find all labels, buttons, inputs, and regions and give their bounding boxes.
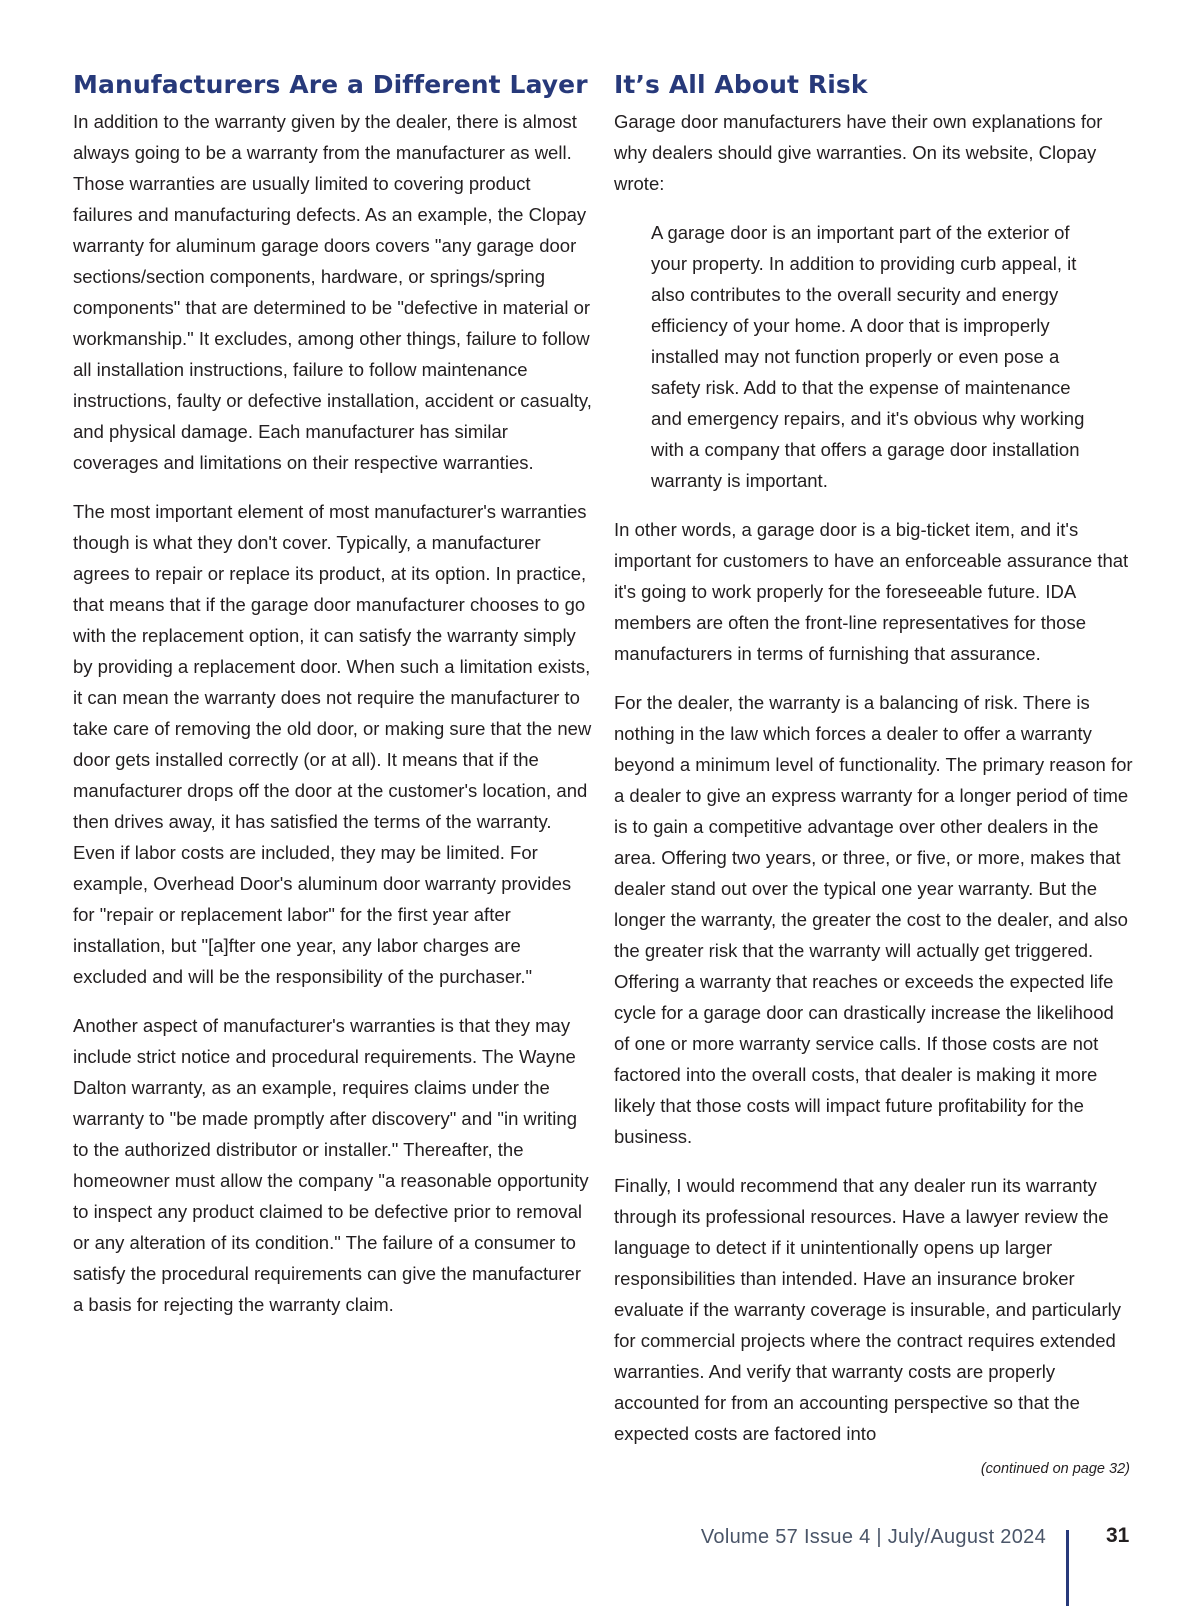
section-heading-risk: It’s All About Risk bbox=[614, 70, 868, 99]
left-column bbox=[73, 68, 593, 1338]
body-paragraph: Finally, I would recommend that any dealer run its warranty through its professional resources. Have a lawyer review the language to detect if it unintentionally opens up larger responsibilities than intended. Have an insurance broker evaluate if the warranty coverage is insurable, and particularly for commercial projects where the contract requires extended warranties. And verify that warranty costs are properly accounted for from an accounting perspective so that the expected costs are factored into bbox=[614, 1175, 1121, 1444]
issue-volume: Volume 57 Issue 4 bbox=[700, 1526, 871, 1548]
body-paragraph: The most important element of most manufacturer's warranties though is what they don't cover. Typically, a manufacturer agrees to repair or replace its product, at its option. In practice, that means that if the garage door manufacturer chooses to go with the replacement option, it can satisfy the warranty simply by providing a replacement door. When such a limitation exists, it can mean the warranty does not require the manufacturer to take care of removing the old door, or making sure that the new door gets installed correctly (or at all). It means that if the manufacturer drops off the door at the customer's location, and then drives away, it has satisfied the terms of the warranty. Even if labor costs are included, they may be limited. For example, Overhead Door's aluminum door warranty provides for "repair or replacement labor" for the first year after installation, but "[a]fter one year, any labor charges are excluded and will be the responsibility of the purchaser." bbox=[73, 501, 592, 987]
body-paragraph: In other words, a garage door is a big-ticket item, and it's important for customers to have an enforceable assurance that it's going to work properly for the foreseeable future. IDA members are often the front-line representatives for those manufacturers in terms of furnishing that assurance. bbox=[614, 519, 1129, 664]
continued-note: (continued on page 32) bbox=[980, 1461, 1130, 1477]
issue-date: July/August 2024 bbox=[887, 1526, 1046, 1548]
section-heading-manufacturers: Manufacturers Are a Different Layer bbox=[73, 70, 588, 99]
footer-separator: | bbox=[876, 1526, 882, 1548]
body-paragraph: For the dealer, the warranty is a balancing of risk. There is nothing in the law which forces a dealer to offer a warranty beyond a minimum level of functionality. The primary reason for a dealer to give an express warranty for a longer period of time is to gain a competitive advantage over other dealers in the area. Offering two years, or three, or five, or more, makes that dealer stand out over the typical one year warranty. But the longer the warranty, the greater the cost to the dealer, and also the greater risk that the warranty will actually get triggered. Offering a warranty that reaches or exceeds the expected life cycle for a garage door can drastically increase the likelihood of one or more warranty service calls. If those costs are not factored into the overall costs, that dealer is making it more likely that those costs will impact future profitability for the business. bbox=[614, 692, 1133, 1147]
body-paragraph: Another aspect of manufacturer's warranties is that they may include strict notice and procedural requirements. The Wayne Dalton warranty, as an example, requires claims under the warranty to "be made promptly after discovery" and "in writing to the authorized distributor or installer." Thereafter, the homeowner must allow the company "a reasonable opportunity to inspect any product claimed to be defective prior to removal or any alteration of its condition." The failure of a consumer to satisfy the procedural requirements can give the manufacturer a basis for rejecting the warranty claim. bbox=[73, 1015, 589, 1315]
footer-issue-info bbox=[701, 1526, 1046, 1549]
body-paragraph: In addition to the warranty given by the dealer, there is almost always going to be a warranty from the manufacturer as well. Those warranties are usually limited to covering product failures and manufacturing defects. As an example, the Clopay warranty for aluminum garage doors covers "any garage door sections/section components, hardware, or springs/spring components" that are determined to be "defective in material or workmanship." It excludes, among other things, failure to follow all installation instructions, failure to follow maintenance instructions, faulty or defective installation, accident or casualty, and physical damage. Each manufacturer has similar coverages and limitations on their respective warranties. bbox=[73, 111, 592, 473]
intro-paragraph: Garage door manufacturers have their own explanations for why dealers should give warranties. On its website, Clopay wrote: bbox=[614, 111, 1103, 194]
footer-divider-rule bbox=[1066, 1530, 1069, 1606]
block-quote: A garage door is an important part of the exterior of your property. In addition to providing curb appeal, it also contributes to the overall security and energy efficiency of your home. A door that is improperly installed may not function properly or even pose a safety risk. Add to that the expense of maintenance and emergency repairs, and it's obvious why working with a company that offers a garage door installation warranty is important. bbox=[651, 222, 1085, 491]
right-column bbox=[614, 68, 1134, 1479]
page-number: 31 bbox=[1106, 1524, 1130, 1547]
